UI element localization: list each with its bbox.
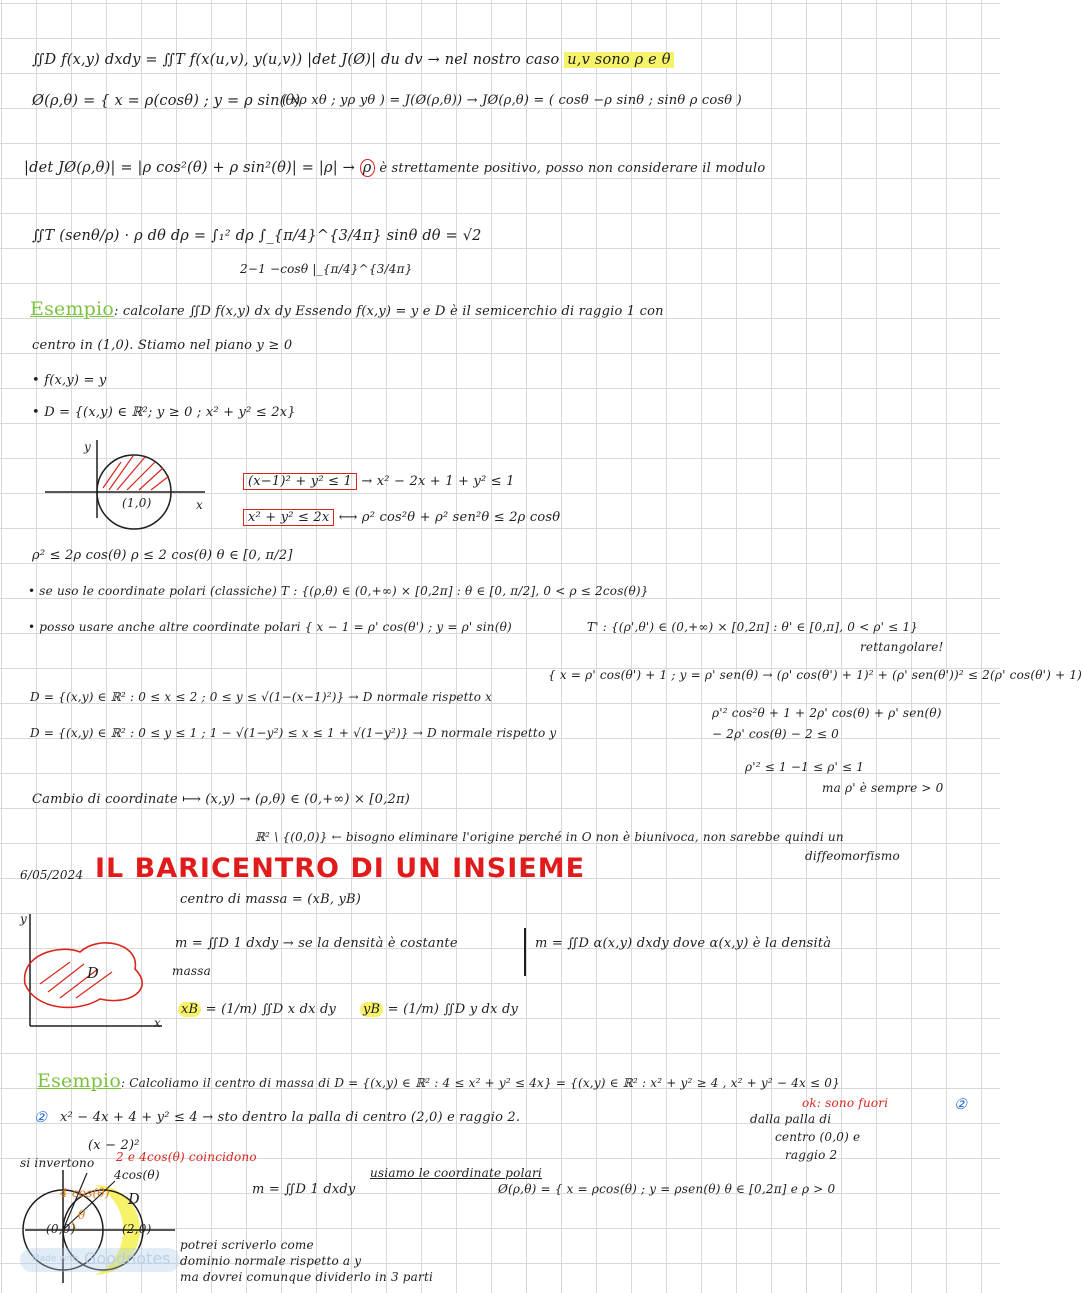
fig1-point-label: (1,0) [122, 496, 152, 510]
polar-coordinates-note: usiamo le coordinate polari [370, 1166, 542, 1180]
section-title: IL BARICENTRO DI UN INSIEME [95, 853, 586, 884]
rho-bounds: ρ² ≤ 2ρ cos(θ) ρ ≤ 2 cos(θ) θ ∈ [0, π/2] [32, 548, 293, 563]
separator [524, 928, 526, 976]
ball-inequality: x² − 4x + 4 + y² ≤ 4 → sto dentro la palla di centro (2,0) e raggio 2. [60, 1110, 521, 1125]
rho-prime-positive: ma ρ' è sempre > 0 [822, 781, 944, 795]
jacobian-matrix: ( xρ xθ ; yρ yθ ) = J(Ø(ρ,θ)) → JØ(ρ,θ) = ( cosθ −ρ sinθ ; sinθ ρ cosθ ) [282, 93, 742, 108]
date: 6/05/2024 [20, 868, 84, 882]
bottom-note-2: dominio normale rispetto a y [180, 1254, 362, 1268]
example-2-text: : Calcoliamo il centro di massa di D = {(x,y) ∈ ℝ² : 4 ≤ x² + y² ≤ 4x} = {(x,y) ∈ ℝ² : x² + y² ≥ 4 , x² + y² − 4x ≤ 0} [120, 1076, 840, 1090]
det-comment: è strettamente positivo, posso non considerare il modulo [379, 161, 766, 176]
example-2-heading [37, 1070, 840, 1092]
boxed-eq-2-expansion: ⟷ ρ² cos²θ + ρ² sen²θ ≤ 2ρ cosθ [338, 510, 561, 525]
fig3-origin: (0,0) [46, 1222, 76, 1236]
origin-note: ℝ² \ {(0,0)} ← bisogno eliminare l'origine perché in O non è biunivoca, non sarebbe quindi un [255, 830, 844, 844]
polar-map-example: Ø(ρ,θ) = { x = ρcos(θ) ; y = ρsen(θ) θ ∈ [0,2π] e ρ > 0 [498, 1182, 836, 1196]
fig2-axis-x: x [154, 1016, 161, 1030]
jacobian-change-formula [32, 52, 674, 68]
example-label: Esempio [30, 298, 114, 320]
fig3-note-coincide: 2 e 4cos(θ) coincidono [116, 1150, 257, 1164]
mass-integral: m = ∬D 1 dxdy [252, 1182, 356, 1197]
mass-variable-density: m = ∬D α(x,y) dxdy dove α(x,y) è la densità [535, 936, 832, 951]
yb-expression: = (1/m) ∬D y dx dy [387, 1002, 519, 1017]
fig1-axis-y: y [84, 440, 91, 454]
boxed-domain-eq: x² + y² ≤ 2x [243, 509, 334, 526]
example-label: Esempio [37, 1070, 121, 1092]
fig3-note-invert: si invertono [20, 1156, 95, 1170]
rho-prime-bounds: ρ'² ≤ 1 −1 ≤ ρ' ≤ 1 [745, 760, 865, 774]
fxy-bullet: • f(x,y) = y [32, 373, 107, 388]
highlight-uv: u,v sono ρ e θ [564, 52, 673, 68]
expansion-line-3: − 2ρ' cos(θ) − 2 ≤ 0 [712, 727, 839, 741]
coordinate-change-line: Cambio di coordinate ⟼ (x,y) → (ρ,θ) ∈ (0,+∞) × [0,2π) [32, 792, 410, 807]
ok-note-line-2: centro (0,0) e [775, 1130, 861, 1144]
fig3-label-d: D [128, 1192, 140, 1208]
rho-circled: ρ [360, 159, 375, 177]
mass-note: massa [172, 964, 212, 978]
normal-domain-y: D = {(x,y) ∈ ℝ² : 0 ≤ y ≤ 1 ; 1 − √(1−y²) ≤ x ≤ 1 + √(1−y²)} → D normale rispetto y [30, 726, 557, 740]
formula-text: ∬D f(x,y) dxdy = ∬T f(x(u,v), y(u,v)) |det J(Ø)| du dv → nel nostro caso [32, 52, 560, 68]
rectangular-note: rettangolare! [860, 640, 944, 654]
diffeomorphism-note: diffeomorfismo [805, 849, 900, 863]
xb-label: xB [178, 1002, 201, 1017]
yb-label: yB [360, 1002, 383, 1017]
integral-under-notes: 2−1 −cosθ |_{π/4}^{3/4π} [240, 262, 413, 276]
bottom-note-3: ma dovrei comunque dividerlo in 3 parti [180, 1270, 434, 1284]
integral-example: ∬T (senθ/ρ) · ρ dθ dρ = ∫₁² dρ ∫_{π/4}^{3/4π} sinθ dθ = √2 [32, 228, 482, 244]
other-polar-line: • posso usare anche altre coordinate polari { x − 1 = ρ' cos(θ') ; y = ρ' sin(θ) [28, 620, 512, 634]
fig1-axis-x: x [196, 498, 203, 512]
fig3-note-4cos: 4cos(θ) [114, 1168, 160, 1182]
example-1-heading [30, 298, 664, 320]
completed-square: (x − 2)² [88, 1138, 140, 1153]
expansion-line-2: ρ'² cos²θ + 1 + 2ρ' cos(θ) + ρ' sen(θ) [712, 706, 942, 720]
ok-note-line-1: dalla palla di [750, 1112, 832, 1126]
normal-domain-x: D = {(x,y) ∈ ℝ² : 0 ≤ x ≤ 2 ; 0 ≤ y ≤ √(1−(x−1)²)} → D normale rispetto x [30, 690, 493, 704]
section-subtitle: centro di massa = (xB, yB) [180, 892, 362, 907]
circled-two-left: ② [34, 1110, 48, 1126]
fig3-center: (2,0) [122, 1222, 152, 1236]
ok-note-line-3: raggio 2 [785, 1148, 838, 1162]
watermark-logo-text: Goodnotes [84, 1249, 171, 1268]
xb-expression: = (1/m) ∬D x dx dy [205, 1002, 337, 1017]
yb-formula [360, 1002, 518, 1017]
boxed-eq-1 [243, 474, 515, 489]
boxed-circle-eq: (x−1)² + y² ≤ 1 [243, 473, 357, 490]
polar-map-def: Ø(ρ,θ) = { x = ρ(cosθ) ; y = ρ sin(θ) [32, 93, 301, 109]
bottom-note-1: potrei scriverlo come [180, 1238, 314, 1252]
example-1-text: : calcolare ∬D f(x,y) dx dy Essendo f(x,y) = y e D è il semicerchio di raggio 1 con [113, 304, 664, 319]
boxed-eq-1-expansion: → x² − 2x + 1 + y² ≤ 1 [361, 474, 515, 489]
fig3-note-4cos-orange: 4 cos(θ) [60, 1186, 110, 1200]
example-1-line-2: centro in (1,0). Stiamo nel piano y ≥ 0 [32, 338, 293, 353]
domain-bullet: • D = {(x,y) ∈ ℝ²; y ≥ 0 ; x² + y² ≤ 2x} [32, 405, 296, 420]
circled-two-right: ② [954, 1097, 968, 1113]
boxed-eq-2 [243, 510, 560, 525]
xb-formula [178, 1002, 336, 1017]
det-text: |det JØ(ρ,θ)| = |ρ cos²(θ) + ρ sin²(θ)| = |ρ| → [24, 160, 355, 176]
shifted-polar-expansion: { x = ρ' cos(θ') + 1 ; y = ρ' sen(θ) → (ρ' cos(θ') + 1)² + (ρ' sen(θ'))² ≤ 2(ρ' cos(θ') + 1) [548, 668, 1082, 682]
fig2-label-d: D [87, 966, 99, 982]
fig2-axis-y: y [20, 912, 27, 926]
classic-polar-line: • se uso le coordinate polari (classiche) T : {(ρ,θ) ∈ (0,+∞) × [0,2π] : θ ∈ [0, π/2], 0 < ρ ≤ 2cos(θ)} [28, 584, 649, 598]
t-prime-set: T' : {(ρ',θ') ∈ (0,+∞) × [0,2π] : θ' ∈ [0,π], 0 < ρ' ≤ 1} [587, 620, 919, 634]
det-jacobian-line [24, 160, 765, 176]
mass-constant-density: m = ∬D 1 dxdy → se la densità è costante [175, 936, 458, 951]
fig3-theta: θ [78, 1208, 86, 1222]
ok-note [802, 1096, 888, 1110]
ok-label: ok: sono fuori [802, 1096, 889, 1110]
watermark-small-text: Made with [32, 1254, 79, 1264]
